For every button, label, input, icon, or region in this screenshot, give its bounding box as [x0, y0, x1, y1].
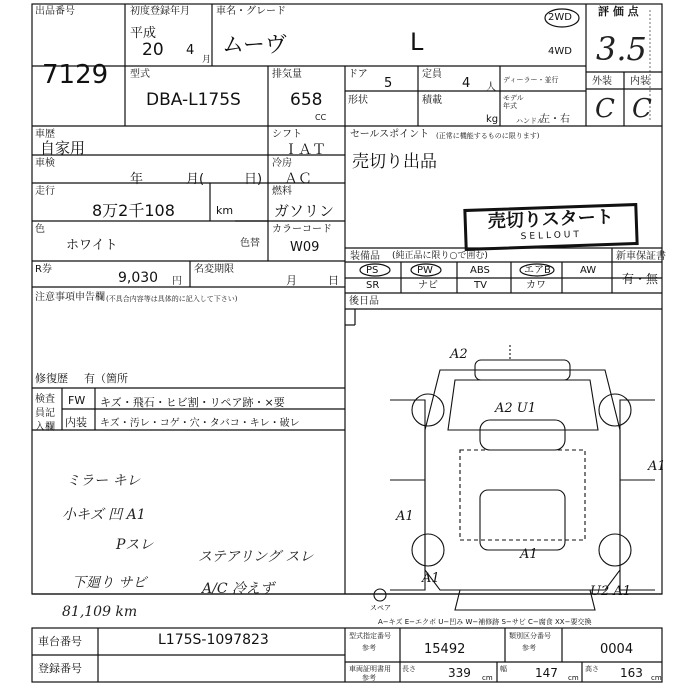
hand-note-3: Pスレ [116, 537, 154, 553]
equipment-label: 装備品 [350, 251, 380, 262]
model-label: 型式 [130, 69, 150, 80]
color-code: W09 [290, 240, 320, 255]
stamp-sub-text: SELLOUT [520, 229, 583, 243]
inspection-month: 月( [186, 172, 205, 187]
width-unit: cm [568, 674, 579, 682]
equip-ps: PS [366, 265, 379, 276]
hand-note-7: A/C 冷えず [202, 581, 274, 597]
handle: 左・右 [540, 114, 570, 125]
inspection-day: 日) [244, 172, 263, 187]
class-number: 0004 [600, 642, 634, 657]
ac-label: 冷房 [272, 158, 292, 169]
repair-label: 修復歴 [35, 372, 68, 385]
hand-note-5: 81,109 km [62, 604, 138, 620]
name-change-label: 名変期限 [194, 264, 234, 275]
score-label: 評 価 点 [598, 5, 639, 18]
length-unit: cm [482, 674, 493, 682]
car-name-label: 車名・グレード [216, 6, 286, 17]
color: ホワイト [66, 238, 118, 253]
name-change-day: 日 [328, 274, 339, 287]
width-value: 147 [535, 666, 558, 680]
equip-aw: AW [580, 265, 597, 276]
registration-label: 登録番号 [38, 662, 82, 675]
handle-label: ハンドル [516, 117, 544, 125]
class-ref: 参考 [522, 644, 536, 652]
type-cert-ref: 参考 [362, 644, 376, 652]
caution-label: 注意事項申告欄 [35, 292, 105, 303]
equip-sr: SR [366, 280, 380, 291]
capacity-label: 定員 [422, 69, 442, 80]
height-label: 高さ [585, 665, 599, 673]
cc-unit: CC [315, 113, 327, 122]
class-label: 類別区分番号 [509, 632, 551, 640]
damage-legend: A−キズ E−エクボ U−凹み W−補修跡 S−サビ C−腐食 XX−要交換 [378, 618, 592, 626]
car-damage-diagram [360, 340, 666, 612]
spare-label: スペア [370, 604, 391, 612]
kg-unit: kg [486, 114, 499, 125]
damage-mark-4: A1 [396, 509, 414, 524]
chassis-number: L175S-1097823 [158, 632, 269, 648]
hand-note-2: 小キズ 凹 A1 [62, 507, 146, 523]
length-label: 長さ [402, 665, 416, 673]
inspection-label: 車検 [35, 158, 55, 169]
sellout-stamp [463, 203, 638, 251]
use: 自家用 [40, 139, 86, 157]
model-year-label: モデル年式 [503, 94, 524, 110]
equip-tv: TV [474, 280, 487, 291]
exterior-grade: C [595, 94, 615, 124]
interior-grade: C [632, 94, 652, 124]
height-value: 163 [620, 666, 643, 680]
width-label: 幅 [500, 665, 507, 673]
damage-mark-7: U2 A1 [590, 584, 632, 599]
sales-point-text: 売切り出品 [352, 152, 437, 172]
ac: ＡＣ [284, 171, 312, 187]
color-label: 色 [35, 224, 45, 235]
recycle-fee: 9,030 [118, 270, 159, 286]
sales-point-label: セールスポイント [350, 129, 430, 140]
damage-mark-6: A1 [422, 571, 440, 586]
equip-abs: ABS [470, 265, 490, 276]
caution-sublabel: (不具合内容等は具体的に記入して下さい) [106, 295, 238, 303]
interior-label: 内装 [630, 76, 650, 87]
inspection-year: 年 [130, 172, 144, 187]
interior-items: キズ・汚レ・コゲ・穴・タバコ・キレ・破レ [100, 418, 300, 429]
hand-note-4: 下廻り サビ [72, 575, 147, 591]
grade: L [410, 28, 424, 56]
reg-date-label: 初度登録年月 [130, 6, 190, 17]
dimension-label: 車両証明書用 [349, 665, 391, 673]
shape-label: 形状 [348, 95, 368, 106]
sales-point-sublabel: (正常に機能するものに限ります) [436, 132, 540, 140]
fuel: ガソリン [274, 202, 335, 220]
inspector-label: 検査員記入欄 [35, 394, 55, 433]
fuel-label: 燃料 [272, 186, 292, 197]
load-label: 積載 [422, 95, 442, 106]
name-change-month: 月 [286, 274, 297, 287]
color-code-label: カラーコード [272, 224, 332, 235]
model: DBA-L175S [146, 90, 241, 110]
doors: 5 [384, 76, 393, 91]
fw-label: FW [68, 394, 86, 407]
warranty-value: 有・無 [622, 272, 659, 286]
chassis-label: 車台番号 [38, 635, 82, 648]
dealer-label: ディーラー・並行 [503, 76, 559, 84]
height-unit: cm [651, 674, 662, 682]
use-label: 車歴 [35, 129, 55, 140]
warranty-label: 新車保証書 [616, 251, 666, 262]
equipment-sublabel: (純正品に限り○で囲む) [392, 251, 488, 261]
shift-label: シフト [272, 129, 302, 140]
damage-mark-3: A1 [648, 459, 666, 474]
displacement-label: 排気量 [272, 69, 302, 80]
type-cert-label: 型式指定番号 [349, 632, 391, 640]
damage-mark-1: A2 [450, 347, 468, 362]
damage-mark-2: A2 U1 [495, 401, 537, 416]
door-label: ドア [348, 69, 368, 80]
reg-year: 20 [142, 40, 164, 60]
lot-label: 出品番号 [35, 6, 75, 17]
car-name: ムーヴ [222, 33, 287, 58]
hand-note-1: ミラー キレ [66, 473, 141, 489]
reg-month: 4 [186, 43, 195, 58]
score: 3.5 [596, 30, 647, 68]
color-change-label: 色替 [240, 238, 260, 249]
drive-2wd: 2WD [548, 12, 572, 23]
month-unit: 月 [202, 55, 212, 65]
mileage-label: 走行 [35, 186, 55, 197]
shift: ＩＡＴ [284, 142, 326, 158]
hand-note-6: ステアリング スレ [198, 549, 314, 565]
rear-items-label: 後日品 [349, 296, 379, 307]
damage-mark-5: A1 [520, 547, 538, 562]
era: 平成 [130, 26, 157, 41]
type-cert-number: 15492 [424, 642, 466, 657]
interior-row-label: 内装 [65, 416, 87, 429]
km-unit: km [216, 204, 234, 217]
repair-value: 有（箇所 [84, 372, 128, 385]
capacity: 4 [462, 76, 471, 91]
fw-items: キズ・飛石・ヒビ割・リペア跡・×要 [100, 396, 285, 409]
equip-airbag: エアB [524, 265, 551, 276]
drive-4wd: 4WD [548, 46, 572, 57]
mileage: 8万2千108 [92, 201, 175, 220]
equip-navi: ナビ [418, 280, 438, 291]
length-value: 339 [448, 666, 471, 680]
recycle-label: R券 [35, 264, 52, 275]
equip-pw: PW [417, 265, 433, 276]
equip-leather: カワ [526, 280, 546, 291]
person-unit: 人 [486, 82, 496, 93]
stamp-main-text: 売切りスタート [487, 206, 615, 233]
displacement: 658 [290, 90, 323, 110]
yen-unit: 円 [172, 276, 182, 287]
exterior-label: 外装 [592, 76, 612, 87]
dimension-ref: 参考 [362, 674, 376, 682]
lot-number: 7129 [42, 60, 109, 90]
